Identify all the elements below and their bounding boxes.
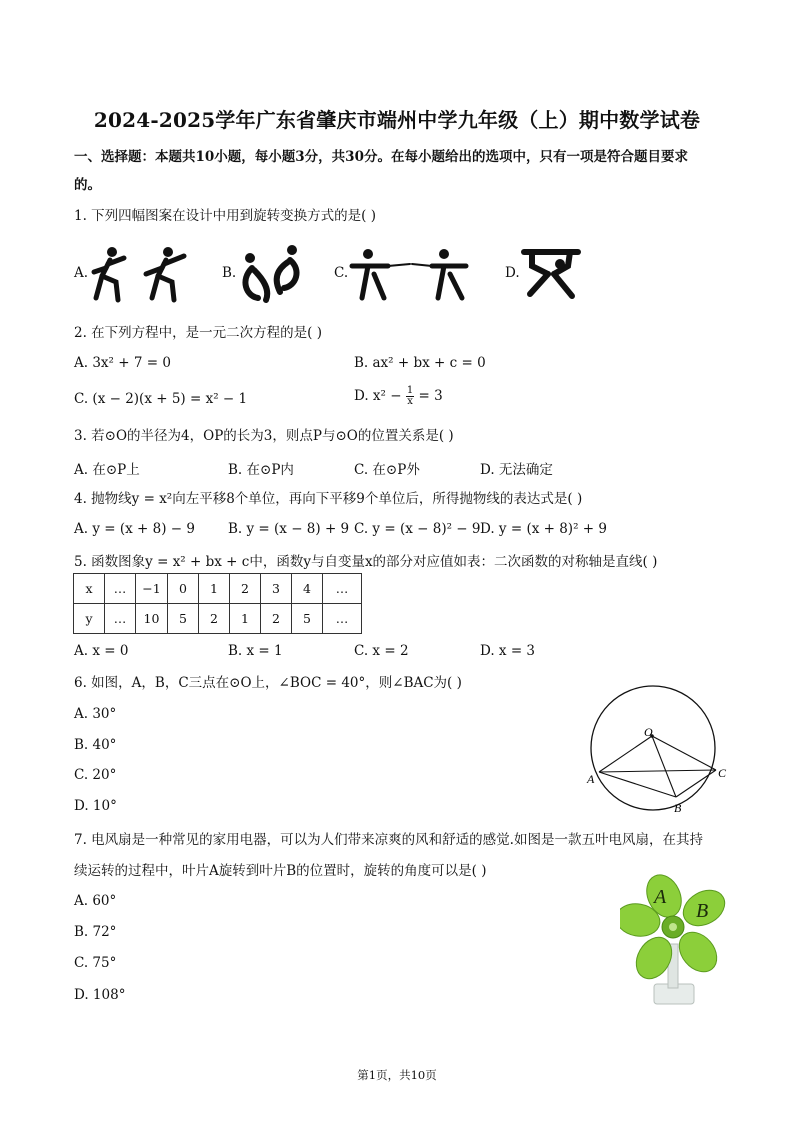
q5-cell: …: [323, 574, 362, 604]
q6-label-o: O: [644, 725, 653, 739]
q4-option-a: A. y = (x + 8) − 9: [74, 521, 195, 537]
q6-text: 6. 如图，A，B，C三点在⊙O上，∠BOC = 40°，则∠BAC为( ): [74, 675, 462, 691]
q5-table-row-x: [74, 574, 362, 604]
q7-fan-figure-icon: [620, 872, 726, 1012]
q2-option-d: [354, 386, 443, 407]
q4-option-c: C. y = (x − 8)² − 9: [354, 521, 481, 537]
q5-cell: 1: [230, 604, 261, 634]
q5-cell: 5: [168, 604, 199, 634]
q5-cell: 2: [261, 604, 292, 634]
q5-cell: …: [105, 574, 136, 604]
q5-table-row-y: [74, 604, 362, 634]
q7-label-a: A: [654, 886, 667, 908]
q6-option-a: A. 30°: [74, 706, 117, 722]
q5-cell: 0: [168, 574, 199, 604]
q6-option-d: D. 10°: [74, 798, 117, 814]
q5-cell: y: [74, 604, 105, 634]
q5-text: 5. 函数图象y = x² + bx + c中，函数y与自变量x的部分对应值如表：二次函数的对称轴是直线( ): [74, 554, 658, 570]
q2-option-d-prefix: D. x² −: [354, 388, 402, 404]
q3-option-a: A. 在⊙P上: [74, 462, 140, 478]
q5-cell: 1: [199, 574, 230, 604]
q7-text-line1: 7. 电风扇是一种常见的家用电器，可以为人们带来凉爽的风和舒适的感觉.如图是一款五叶电风扇，在其持: [74, 832, 703, 848]
q7-text-line2: 续运转的过程中，叶片A旋转到叶片B的位置时，旋转的角度可以是( ): [74, 863, 487, 879]
q1-option-d-label: D.: [505, 265, 520, 281]
q1-figure-d-icon: [518, 244, 584, 302]
q5-cell: −1: [136, 574, 168, 604]
q4-option-d: D. y = (x + 8)² + 9: [480, 521, 607, 537]
q5-cell: 5: [292, 604, 323, 634]
q5-cell: 4: [292, 574, 323, 604]
q7-option-a: A. 60°: [74, 893, 117, 909]
q6-circle-figure: [580, 684, 730, 816]
q5-cell: x: [74, 574, 105, 604]
q1-text: 1. 下列四幅图案在设计中用到旋转变换方式的是( ): [74, 208, 376, 224]
q5-value-table: [73, 573, 362, 634]
q3-option-b: B. 在⊙P内: [228, 462, 294, 478]
q1-option-c-label: C.: [334, 265, 349, 281]
q6-option-b: B. 40°: [74, 737, 117, 753]
q6-option-c: C. 20°: [74, 767, 117, 783]
q7-option-d: D. 108°: [74, 987, 126, 1003]
q6-circle-o: [591, 686, 715, 810]
section-header-line1: 一、选择题：本题共10小题，每小题3分，共30分。在每小题给出的选项中，只有一项是符合题目要求: [74, 149, 688, 165]
q7-label-b: B: [696, 900, 709, 922]
q2-option-a: A. 3x² + 7 = 0: [74, 355, 171, 371]
q1-figure-a-icon: [88, 242, 200, 304]
q2-text: 2. 在下列方程中，是一元二次方程的是( ): [74, 325, 322, 341]
exam-title: 2024-2025学年广东省肇庆市端州中学九年级（上）期中数学试卷: [93, 108, 701, 132]
q5-option-b: B. x = 1: [228, 643, 283, 659]
q4-text: 4. 抛物线y = x²向左平移8个单位，再向下平移9个单位后，所得抛物线的表达式是( ): [74, 491, 583, 507]
q6-label-b: B: [674, 801, 682, 815]
q1-figure-c-icon: [348, 244, 474, 302]
q6-label-a: A: [587, 772, 595, 786]
q1-option-b-label: B.: [222, 265, 237, 281]
q5-option-c: C. x = 2: [354, 643, 409, 659]
q5-option-d: D. x = 3: [480, 643, 536, 659]
q2-option-d-fraction: [406, 386, 414, 407]
q2-d-denominator: x: [407, 396, 413, 407]
q7-option-c: C. 75°: [74, 955, 117, 971]
q2-d-numerator: 1: [406, 385, 414, 396]
q1-figure-b-icon: [236, 240, 306, 304]
q5-option-a: A. x = 0: [74, 643, 129, 659]
q1-option-a-label: A.: [74, 265, 89, 281]
q3-text: 3. 若⊙O的半径为4，OP的长为3，则点P与⊙O的位置关系是( ): [74, 428, 454, 444]
q2-option-b: B. ax² + bx + c = 0: [354, 355, 486, 371]
q7-option-b: B. 72°: [74, 924, 117, 940]
q3-option-c: C. 在⊙P外: [354, 462, 420, 478]
q2-option-c: C. (x − 2)(x + 5) = x² − 1: [74, 391, 248, 407]
q4-option-b: B. y = (x − 8) + 9: [228, 521, 350, 537]
q5-cell: 3: [261, 574, 292, 604]
q5-cell: …: [323, 604, 362, 634]
q6-label-c: C: [718, 766, 727, 780]
q5-cell: 2: [230, 574, 261, 604]
q3-option-d: D. 无法确定: [480, 462, 553, 478]
q5-cell: 10: [136, 604, 168, 634]
q2-option-d-suffix: = 3: [418, 388, 443, 404]
q5-cell: …: [105, 604, 136, 634]
section-header-line2: 的。: [74, 177, 101, 193]
page-footer: 第1页，共10页: [357, 1068, 437, 1082]
q5-cell: 2: [199, 604, 230, 634]
